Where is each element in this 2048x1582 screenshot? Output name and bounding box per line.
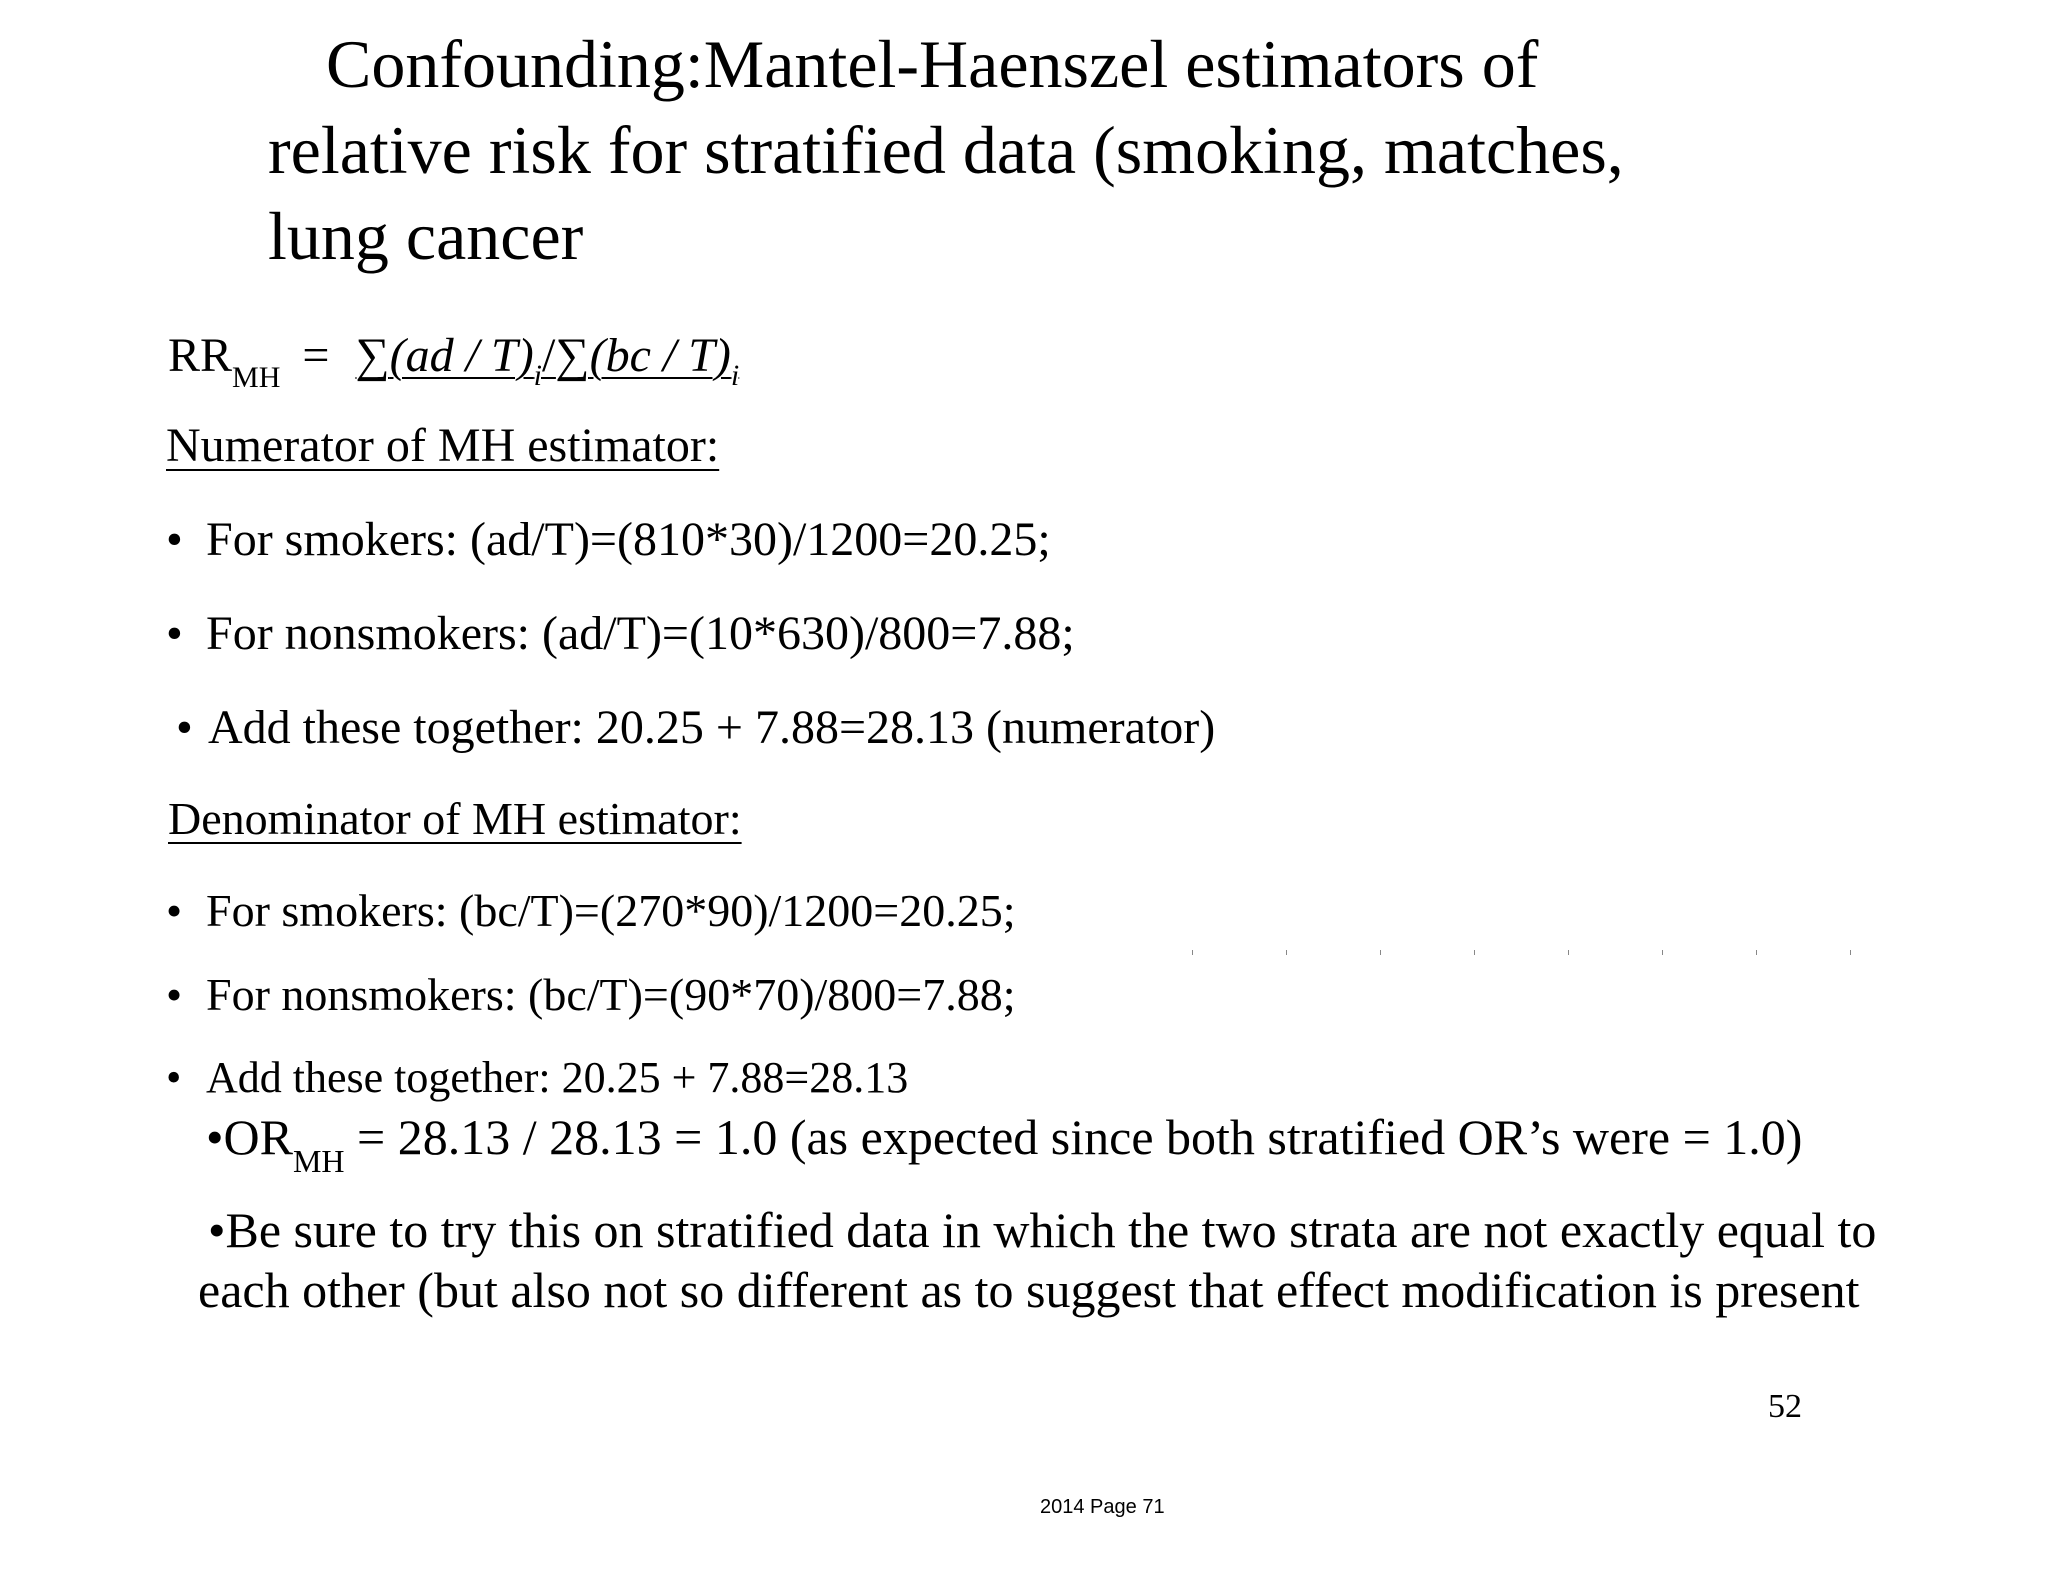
formula-lhs-subscript: MH <box>232 361 281 394</box>
formula-equals: = <box>302 329 330 382</box>
sigma-symbol: ∑ <box>555 329 590 382</box>
sigma-symbol: ∑ <box>355 329 390 382</box>
tick-mark <box>1662 950 1663 955</box>
denominator-bullet-sum: • Add these together: 20.25 + 7.88=28.13 <box>166 1053 909 1102</box>
tick-mark <box>1850 950 1851 955</box>
bullet-marker: • <box>166 969 183 1020</box>
slide-title-line-3: lung cancer <box>268 198 584 274</box>
slide-title-line-2: relative risk for stratified data (smoking, matches, <box>268 112 1624 188</box>
formula-rhs <box>355 329 740 392</box>
denominator-bullet-nonsmokers: • For nonsmokers: (bc/T)=(90*70)/800=7.88; <box>166 969 1016 1020</box>
slide-title-line-1: Confounding:Mantel-Haenszel estimators of <box>326 26 1539 102</box>
formula-term-bc: (bc / T) <box>589 329 731 382</box>
numerator-bullet-sum: • Add these together: 20.25 + 7.88=28.13 (numerator) <box>176 701 1216 754</box>
denominator-bullet-smokers: • For smokers: (bc/T)=(270*90)/1200=20.25; <box>166 885 1016 936</box>
tick-mark <box>1756 950 1757 955</box>
or-mh-result: = 28.13 / 28.13 = 1.0 (as expected since both stratified OR’s were = 1.0) <box>344 1109 1803 1165</box>
tick-marks <box>1192 950 1852 956</box>
tick-mark <box>1474 950 1475 955</box>
numerator-bullet-smokers: • For smokers: (ad/T)=(810*30)/1200=20.25; <box>166 513 1051 566</box>
tick-mark <box>1286 950 1287 955</box>
numerator-heading: Numerator of MH estimator: <box>166 419 720 472</box>
tick-mark <box>1192 950 1193 955</box>
formula-slash: / <box>542 329 556 382</box>
footer-page-label: 2014 Page 71 <box>1040 1496 1165 1518</box>
or-mh-subscript: MH <box>292 1143 345 1179</box>
mh-formula <box>168 329 740 394</box>
bullet-marker: • <box>166 513 183 566</box>
formula-term-ad: (ad / T) <box>389 329 534 382</box>
tick-mark <box>1380 950 1381 955</box>
tick-mark <box>1568 950 1569 955</box>
or-mh-line <box>206 1108 1803 1179</box>
or-mh-label: •OR <box>206 1109 293 1165</box>
slide-page-number: 52 <box>1768 1388 1802 1425</box>
formula-index: i <box>533 359 543 392</box>
formula-lhs: RR <box>168 329 233 382</box>
formula-index: i <box>730 359 740 392</box>
bullet-marker: • <box>176 701 193 754</box>
bullet-marker: • <box>166 885 183 936</box>
denominator-heading: Denominator of MH estimator: <box>168 793 742 844</box>
bullet-marker: • <box>166 607 183 660</box>
stratified-data-note: •Be sure to try this on stratified data in which the two strata are not exactly equal to each other (but also not so different as to suggest that effect modification is present <box>198 1202 1877 1318</box>
numerator-bullet-nonsmokers: • For nonsmokers: (ad/T)=(10*630)/800=7.88; <box>166 607 1075 660</box>
bullet-marker: • <box>166 1053 182 1102</box>
